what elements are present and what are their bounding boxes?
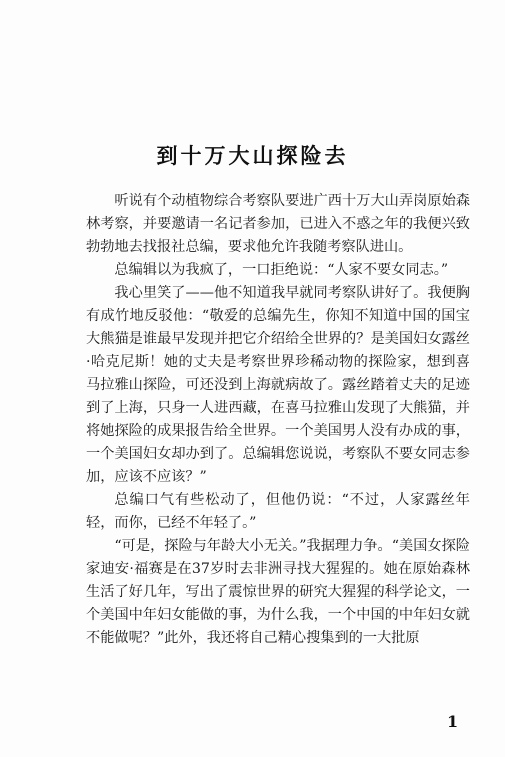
paragraph: 总编辑以为我疯了，一口拒绝说：“人家不要女同志。”: [114, 262, 449, 278]
paragraph: 总编口气有些松动了，但他仍说：“不过，人家露丝年轻，而你，已经不年轻了。”: [86, 492, 470, 531]
paragraph: 我心里笑了——他不知道我早就同考察队讲好了。我便胸有成竹地反驳他：“敬爱的总编先生，你知不知道中国的国宝大熊猫是谁最早发现并把它介绍给全世界的？是美国妇女露丝·哈克尼斯！她的丈夫是考察世界珍稀动物的探险家，想到喜马拉雅山探险，可还没到上海就病故了。露丝踏着丈夫的足迹到了上海，只身一人进西藏，在喜马拉雅山发现了大熊猫，并将她探险的成果报告给全世界。一个美国男人没有办成的事，一个美国妇女却办到了。总编辑您说说，考察队不要女同志参加，应该不应该？”: [86, 285, 470, 485]
paragraph: 听说有个动植物综合考察队要进广西十万大山弄岗原始森林考察，并要邀请一名记者参加，已进入不惑之年的我便兴致勃勃地去找报社总编，要求他允许我随考察队进山。: [86, 193, 470, 255]
chapter-title: 到十万大山探险去: [156, 143, 349, 168]
page-number: 1: [447, 712, 459, 731]
body-text: [86, 190, 470, 650]
paragraph: “可是，探险与年龄大小无关。”我据理力争。“美国女探险家迪安·福赛是在37岁时去非洲寻找大猩猩的。她在原始森林生活了好几年，写出了震惊世界的研究大猩猩的科学论文，一个美国中年妇女能做的事，为什么我，一个中国的中年妇女就不能做呢？”此外，我还将自己精心搜集到的一大批原: [86, 538, 470, 646]
